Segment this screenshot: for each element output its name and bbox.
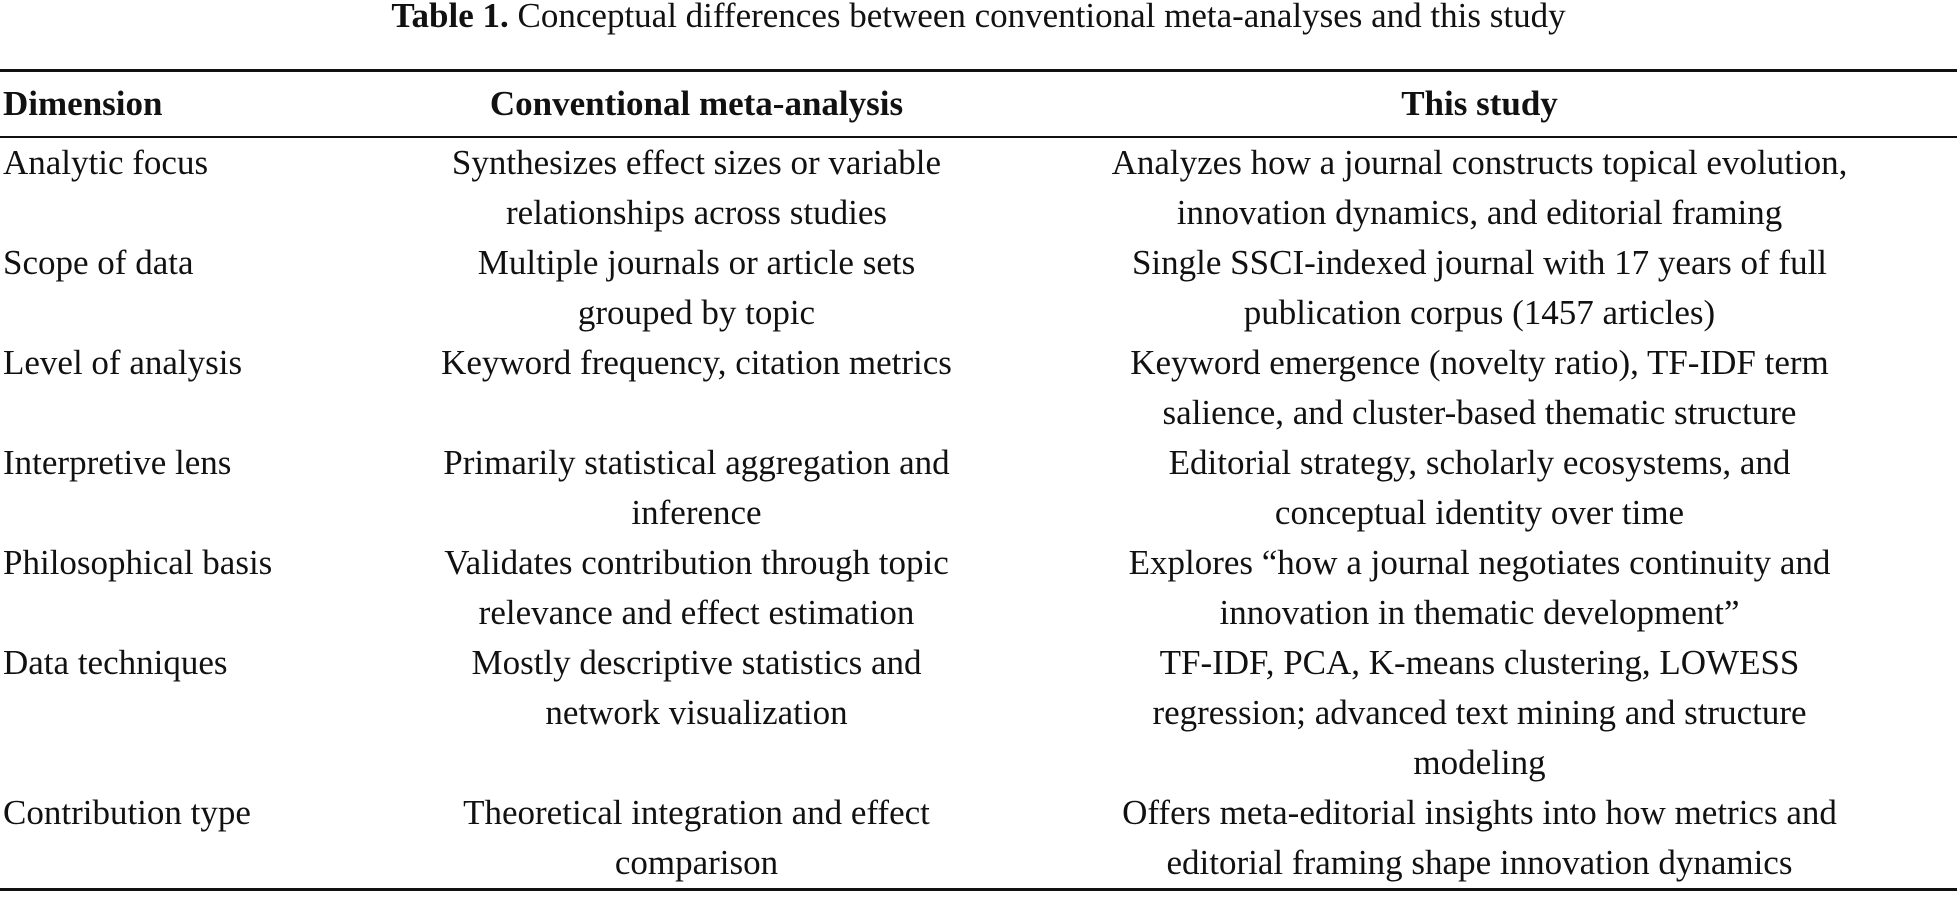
- cell-this-study: [1002, 438, 1957, 538]
- table-caption: [0, 0, 1957, 38]
- cell-this-study-line: salience, and cluster-based thematic structure: [1162, 393, 1797, 432]
- cell-conventional: [391, 788, 1002, 890]
- table-row: [0, 788, 1957, 890]
- cell-dimension: Analytic focus: [3, 143, 209, 182]
- cell-conventional-line: Primarily statistical aggregation and: [443, 443, 950, 482]
- cell-conventional-line: network visualization: [545, 693, 848, 732]
- cell-dimension: Level of analysis: [3, 343, 243, 382]
- cell-conventional: [391, 338, 1002, 438]
- table-body: [0, 137, 1957, 890]
- header-dimension: Dimension: [3, 84, 163, 123]
- table-row: [0, 137, 1957, 238]
- header-conventional: Conventional meta-analysis: [489, 84, 904, 123]
- cell-this-study-line: conceptual identity over time: [1274, 493, 1685, 532]
- cell-this-study-line: Keyword emergence (novelty ratio), TF-IDF term: [1130, 343, 1829, 382]
- cell-this-study: [1002, 638, 1957, 788]
- cell-dimension: Interpretive lens: [3, 443, 232, 482]
- table-caption-text: Conceptual differences between conventional meta-analyses and this study: [517, 0, 1566, 35]
- cell-this-study: [1002, 238, 1957, 338]
- header-this-study: This study: [1401, 84, 1558, 123]
- cell-this-study-line: regression; advanced text mining and structure: [1152, 693, 1807, 732]
- cell-this-study-line: publication corpus (1457 articles): [1243, 293, 1716, 332]
- cell-this-study-line: Offers meta-editorial insights into how metrics and: [1122, 793, 1837, 832]
- cell-this-study-line: modeling: [1413, 743, 1546, 782]
- cell-conventional-line: Synthesizes effect sizes or variable: [451, 143, 942, 182]
- table-row: [0, 538, 1957, 638]
- cell-this-study-line: Single SSCI-indexed journal with 17 years of full: [1131, 243, 1828, 282]
- cell-conventional-line: grouped by topic: [577, 293, 816, 332]
- cell-this-study-line: Editorial strategy, scholarly ecosystems, and: [1168, 443, 1791, 482]
- cell-conventional-line: Validates contribution through topic: [444, 543, 949, 582]
- cell-this-study: [1002, 538, 1957, 638]
- cell-this-study-line: innovation in thematic development”: [1219, 593, 1740, 632]
- cell-this-study-line: TF-IDF, PCA, K-means clustering, LOWESS: [1159, 643, 1800, 682]
- table-row: [0, 338, 1957, 438]
- cell-conventional: [391, 438, 1002, 538]
- cell-conventional-line: inference: [631, 493, 762, 532]
- cell-conventional: [391, 638, 1002, 788]
- table-row: [0, 238, 1957, 338]
- cell-conventional-line: relevance and effect estimation: [478, 593, 915, 632]
- cell-conventional: [391, 538, 1002, 638]
- table-row: [0, 438, 1957, 538]
- cell-this-study-line: Explores “how a journal negotiates continuity and: [1128, 543, 1831, 582]
- cell-this-study-line: Analyzes how a journal constructs topical evolution,: [1111, 143, 1848, 182]
- table-row: [0, 638, 1957, 788]
- cell-conventional: [391, 238, 1002, 338]
- cell-conventional: [391, 137, 1002, 238]
- cell-dimension: Philosophical basis: [3, 543, 273, 582]
- cell-dimension: Data techniques: [3, 643, 228, 682]
- cell-conventional-line: relationships across studies: [505, 193, 888, 232]
- cell-this-study: [1002, 338, 1957, 438]
- cell-dimension: Contribution type: [3, 793, 251, 832]
- cell-dimension: Scope of data: [3, 243, 194, 282]
- cell-conventional-line: Mostly descriptive statistics and: [471, 643, 922, 682]
- cell-conventional-line: Keyword frequency, citation metrics: [441, 343, 952, 382]
- cell-this-study-line: editorial framing shape innovation dynamics: [1166, 843, 1793, 882]
- comparison-table-container: [0, 69, 1957, 891]
- cell-this-study-line: innovation dynamics, and editorial framing: [1176, 193, 1783, 232]
- table-caption-label: Table 1.: [391, 0, 509, 35]
- cell-conventional-line: comparison: [614, 843, 779, 882]
- cell-conventional-line: Multiple journals or article sets: [477, 243, 916, 282]
- cell-this-study: [1002, 788, 1957, 890]
- cell-this-study: [1002, 137, 1957, 238]
- cell-conventional-line: Theoretical integration and effect: [463, 793, 930, 832]
- comparison-table: [0, 69, 1957, 891]
- table-header-row: [0, 71, 1957, 138]
